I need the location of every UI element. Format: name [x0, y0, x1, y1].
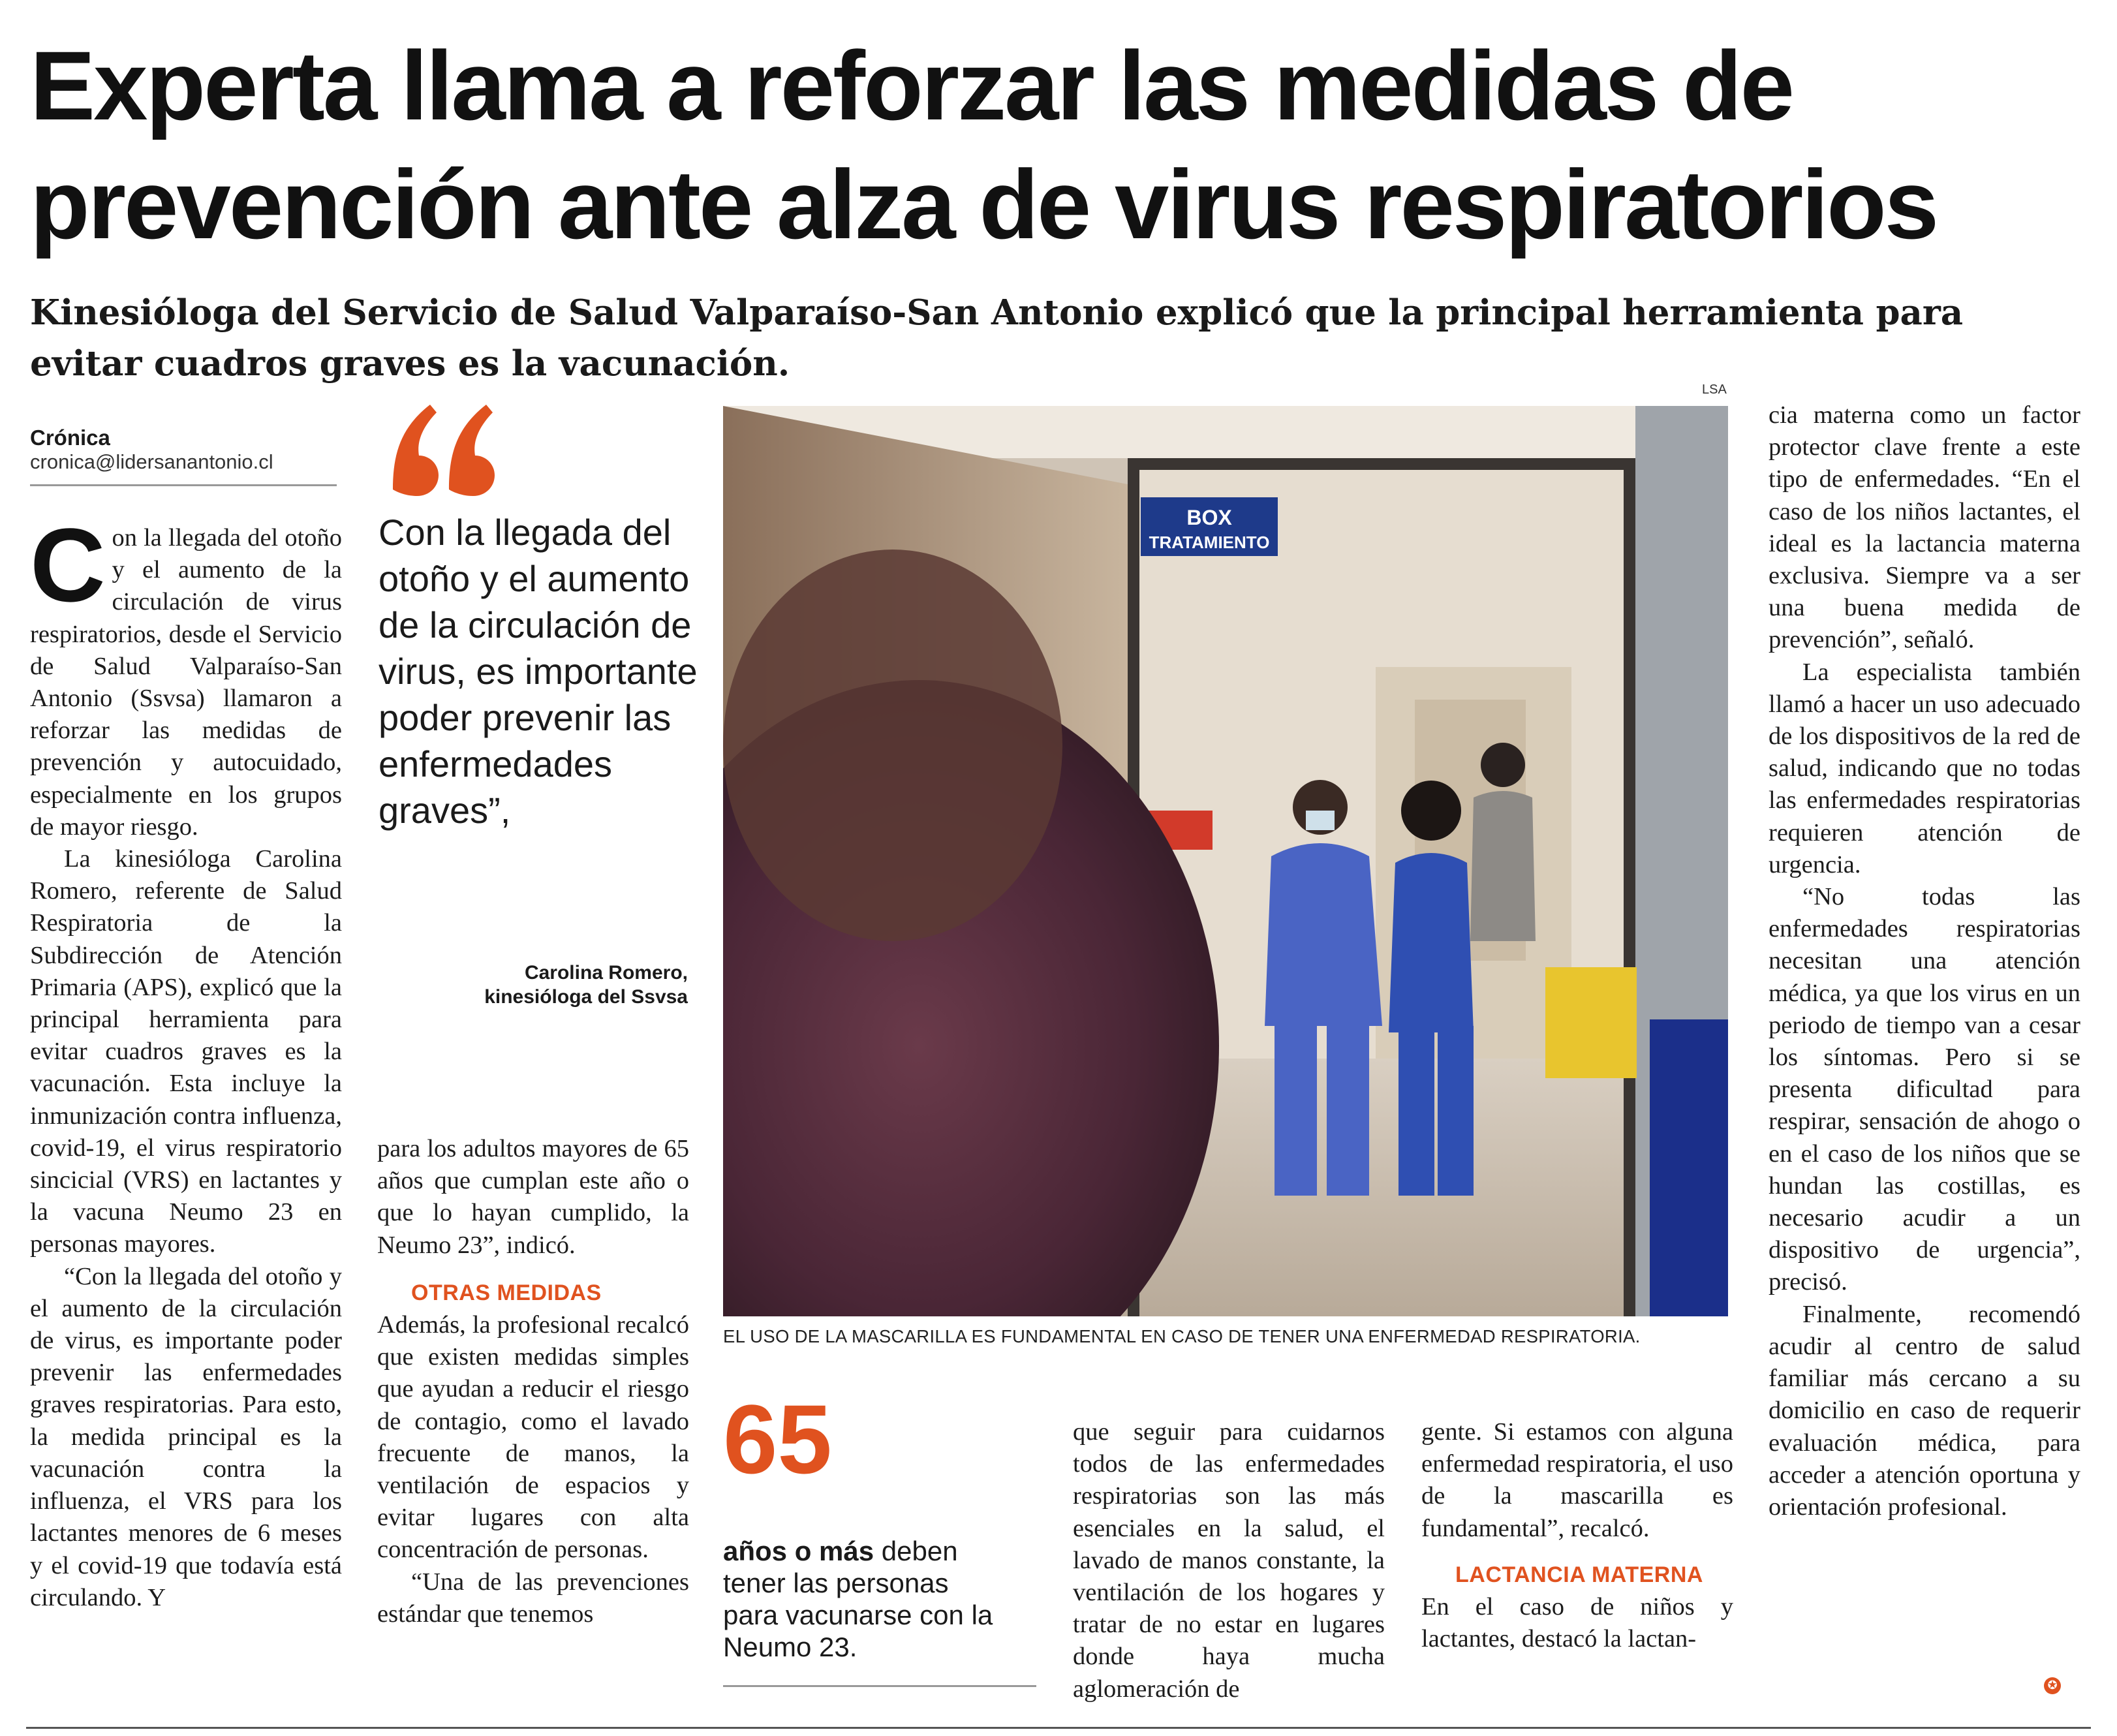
paragraph: “No todas las enfermedades respiratorias necesitan una atención médica, ya que los virus en un periodo de tiempo van a cesar los síntomas. Pero si se presenta dificultad para respirar, sensación de ahogo o en el caso de los niños que se hundan las costillas, es necesario acudir a un dispositivo de urgencia”, precisó. — [1769, 883, 2080, 1296]
fact-body: deben tener las personas para vacunarse con la Neumo 23. — [723, 1536, 993, 1662]
paragraph: Finalmente, recomendó acudir al centro de salud familiar más cercano a su domicilio en caso de requerir evaluación médica, para acceder a atención oportuna y orientación profesional. — [1769, 1300, 2080, 1521]
paragraph — [30, 506, 342, 843]
hospital-corridor-image — [723, 406, 1728, 1316]
column-3 — [1073, 1416, 1385, 1705]
fact-text — [723, 1535, 1010, 1663]
headline: Experta llama a reforzar las medidas de prevención ante alza de virus respiratorios — [30, 31, 1938, 259]
photo-caption: EL USO DE LA MASCARILLA ES FUNDAMENTAL EN CASO DE TENER UNA ENFERMEDAD RESPIRATORIA. — [723, 1326, 1641, 1346]
paragraph: La especialista también llamó a hacer un uso adecuado de los dispositivos de la red de salud, indicando que no todas las enfermedades respiratorias requieren atención de urgencia. — [1769, 658, 2080, 878]
column-4 — [1421, 1416, 1733, 1655]
sign-tratamiento: TRATAMIENTO — [1149, 533, 1270, 552]
byline-section: Crónica — [30, 426, 110, 450]
fact-emphasis: años o más — [723, 1536, 874, 1566]
paragraph-text: on la llegada del otoño y el aumento de la circulación de virus respiratorios, desde el Servicio de Salud Valparaíso-San Antonio (Ssvsa) llamaron a reforzar las medidas de prevención y autocuidado, especialmente en los grupos de mayor riesgo. — [30, 524, 342, 841]
attribution-role: kinesióloga del Ssvsa — [484, 986, 688, 1008]
fact-number: 65 — [723, 1384, 832, 1494]
column-1 — [30, 506, 342, 1614]
byline-email[interactable]: cronica@lidersanantonio.cl — [30, 450, 273, 473]
paragraph: que seguir para cuidarnos todos de las enfermedades respiratorias son las más esenciales en la salud, el lavado de manos constante, la ventilación de los hogares y tratar de no estar en lugares donde haya mucha aglomeración de — [1073, 1418, 1385, 1703]
column-2 — [377, 1133, 689, 1630]
deck: Kinesióloga del Servicio de Salud Valparaíso-San Antonio explicó que la principal herramienta para evitar cuadros graves es la vacunación. — [30, 292, 1964, 384]
page-bottom-rule — [26, 1727, 2091, 1729]
attribution-name: Carolina Romero, — [524, 962, 688, 984]
end-mark-icon: ✪ — [2044, 1677, 2061, 1694]
paragraph: gente. Si estamos con alguna enfermedad respiratoria, el uso de la mascarilla es fundamental”, recalcó. — [1421, 1418, 1733, 1542]
photo-credit: LSA — [1702, 382, 1727, 397]
paragraph: Además, la profesional recalcó que existen medidas simples que ayudan a reducir el riesgo de contagio, como el lavado frecuente de manos, la ventilación de espacios y evitar lugares con alta concentración de personas. — [377, 1311, 689, 1564]
paragraph: La kinesióloga Carolina Romero, referente de Salud Respiratoria de la Subdirección de Atención Primaria (APS), explicó que la principal herramienta para evitar cuadros graves es la vacunación. Esta incluye la inmunización contra influenza, covid-19, el virus respiratorio sincicial (VRS) en lactantes y la vacuna Neumo 23 en personas mayores. — [30, 845, 342, 1258]
byline-divider — [30, 484, 337, 486]
paragraph: “Una de las prevenciones estándar que tenemos — [377, 1568, 689, 1628]
quote-mark-icon — [381, 392, 499, 503]
paragraph: “Con la llegada del otoño y el aumento de la circulación de virus, es importante poder prevenir las enfermedades graves respiratorias. Para esto, la medida principal es la vacunación contra la influenza, el VRS para los lactantes menores de 6 meses y el covid-19 que todavía está circulando. Y — [30, 1262, 342, 1611]
pull-quote: Con la llegada del otoño y el aumento de la circulación de virus, es importante poder prevenir las enfermedades graves”, — [379, 512, 698, 831]
subhead-lactancia-materna: LACTANCIA MATERNA — [1455, 1562, 1703, 1587]
article-photo — [723, 406, 1728, 1316]
paragraph: cia materna como un factor protector clave frente a este tipo de enfermedades. “En el caso de los niños lactantes, el ideal es la lactancia materna exclusiva. Siempre va a ser una buena medida de prevención”, señaló. — [1769, 401, 2080, 654]
pull-quote-attribution — [484, 961, 688, 1009]
paragraph: para los adultos mayores de 65 años que cumplan este año o que lo hayan cumplido, la Neumo 23”, indicó. — [377, 1135, 689, 1259]
subhead-otras-medidas: OTRAS MEDIDAS — [411, 1280, 602, 1305]
column-5 — [1769, 399, 2080, 1523]
paragraph: En el caso de niños y lactantes, destacó la lactan- — [1421, 1593, 1733, 1653]
drop-cap: C — [30, 506, 106, 623]
sign-box: BOX — [1186, 506, 1232, 529]
fact-divider — [723, 1685, 1036, 1687]
